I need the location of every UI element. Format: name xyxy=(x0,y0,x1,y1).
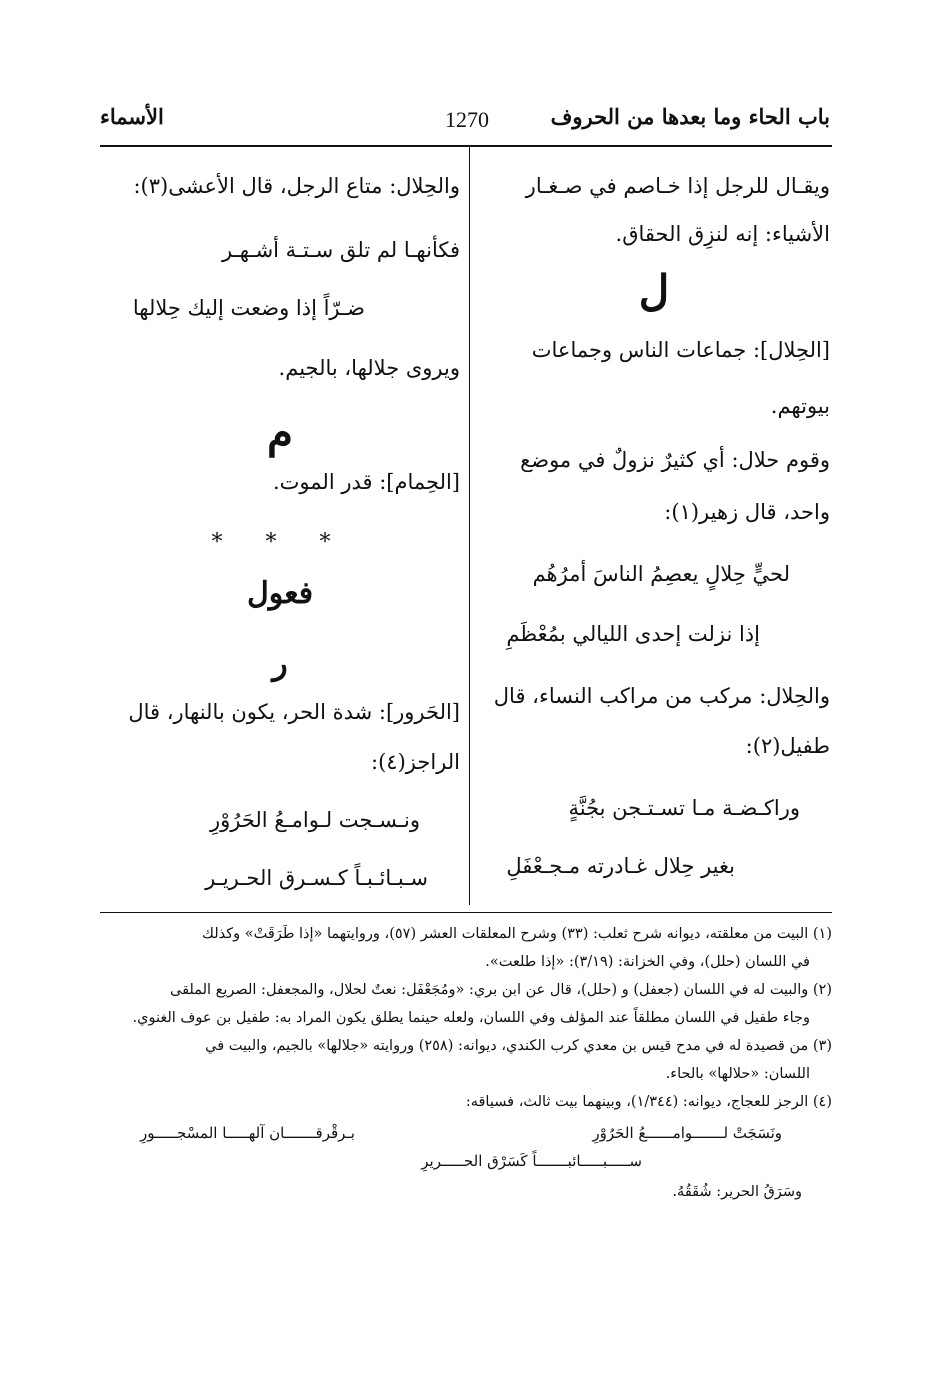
text-line: بيوتهم. xyxy=(770,394,830,418)
verse-line: وراكـضـة مـا تسـتـجن بجُنَّةٍ xyxy=(568,796,800,820)
footnote-4: (٤) الرجز للعجاج، ديوانه: (١/٣٤٤)، وبينهما بيت ثالث، فسياقه: xyxy=(465,1094,832,1110)
footnote-1: (١) البيت من معلقته، ديوانه شرح ثعلب: (٣٣) وشرح المعلقات العشر (٥٧)، وروايتهما «إذا طَرَقَتْ» وكذلك xyxy=(202,926,832,942)
entry-line: [الحِمام]: قدر الموت. xyxy=(272,470,460,494)
verse-line: ونـسـجت لـوامـعُ الحَرُوْرِ xyxy=(209,808,420,832)
verse-line: سـبـائـبـاً كـسـرق الحـريـر xyxy=(205,866,428,890)
section-separator: * * * xyxy=(211,530,349,555)
entry-line: [الحِلال]: جماعات الناس وجماعات xyxy=(531,338,830,362)
footnote-3-cont: اللسان: «حلالها» بالحاء. xyxy=(665,1066,810,1082)
footnote-verse: ونَسَجَتْ لـــــــوامــــــعُ الحَرُوْرِ xyxy=(592,1124,782,1142)
entry-line: [الحَرور]: شدة الحر، يكون بالنهار، قال xyxy=(128,700,460,724)
text-line: ويروى جلالها، بالجيم. xyxy=(278,356,460,380)
text-line: الراجز(٤): xyxy=(371,750,460,774)
footnote-3: (٣) من قصيدة له في مدح قيس بن معدي كرب الكندي، ديوانه: (٢٥٨) وروايته «جلالها» بالجيم، والبيت في xyxy=(205,1038,832,1054)
footnote-2-cont: وجاء طفيل في اللسان مطلقاً عند المؤلف وفي اللسان، ولعله حينما يطلق يكون المراد به: طفيل بن عوف الغنوي. xyxy=(132,1010,810,1026)
verse-line: فكأنهـا لم تلق سـتـة أشـهـر xyxy=(222,238,460,262)
letter-heading: ر xyxy=(272,644,288,682)
verse-line: ضـرّاً إذا وضعت إليك حِلالها xyxy=(132,296,365,320)
entry-line: والحِلال: مركب من مراكب النساء، قال xyxy=(493,684,830,708)
entry-line: والحِلال: متاع الرجل، قال الأعشى(٣): xyxy=(133,174,460,198)
entry-line: وقوم حلال: أي كثيرٌ نزولٌ في موضع xyxy=(520,448,830,472)
text-line: الأشياء: إنه لنزِق الحقاق. xyxy=(615,222,830,246)
letter-heading: م xyxy=(266,408,293,457)
footnote-verse: ســـــبـــــائبـــــــاً كَسَرْق الحـــــريرِ xyxy=(421,1152,642,1170)
footnote-1-cont: في اللسان (حلل)، وفي الخزانة: (٣/١٩): «إذا طلعت». xyxy=(485,954,810,970)
pattern-heading: فعول xyxy=(246,576,314,611)
running-title: باب الحاء وما بعدها من الحروف xyxy=(550,104,830,129)
column-divider xyxy=(469,147,470,905)
verse-line: لحيٍّ حِلالٍ يعصِمُ الناسَ أمرُهُم xyxy=(532,562,790,586)
footnote-rule xyxy=(100,912,832,913)
header-rule xyxy=(100,145,832,147)
text-line: ويقـال للرجل إذا خـاصم في صـغـار xyxy=(525,174,830,198)
footnote-verse: بـرقْرقـــــــان آلهـــــا المسْجـــــورِ xyxy=(140,1124,355,1142)
section-title: الأسماء xyxy=(100,104,164,129)
footnote-2: (٢) والبيت له في اللسان (جعفل) و (حلل)، قال عن ابن بري: «ومُجَعْفَل: نعتٌ لحلال، والمجعفل: الصريع الملقى xyxy=(170,982,832,998)
footnote-gloss: وسَرَقُ الحرير: شُقَقُهُ. xyxy=(672,1184,802,1200)
verse-line: إذا نزلت إحدى الليالي بمُعْظَمِ xyxy=(506,622,760,646)
page-number: 1270 xyxy=(445,107,489,132)
text-line: طفيل(٢): xyxy=(745,734,830,758)
text-line: واحد، قال زهير(١): xyxy=(664,500,830,524)
letter-heading: ل xyxy=(638,266,670,315)
page-header xyxy=(100,104,830,144)
verse-line: بغير حِلال غـادرته مـجـعْفَلِ xyxy=(506,854,735,878)
